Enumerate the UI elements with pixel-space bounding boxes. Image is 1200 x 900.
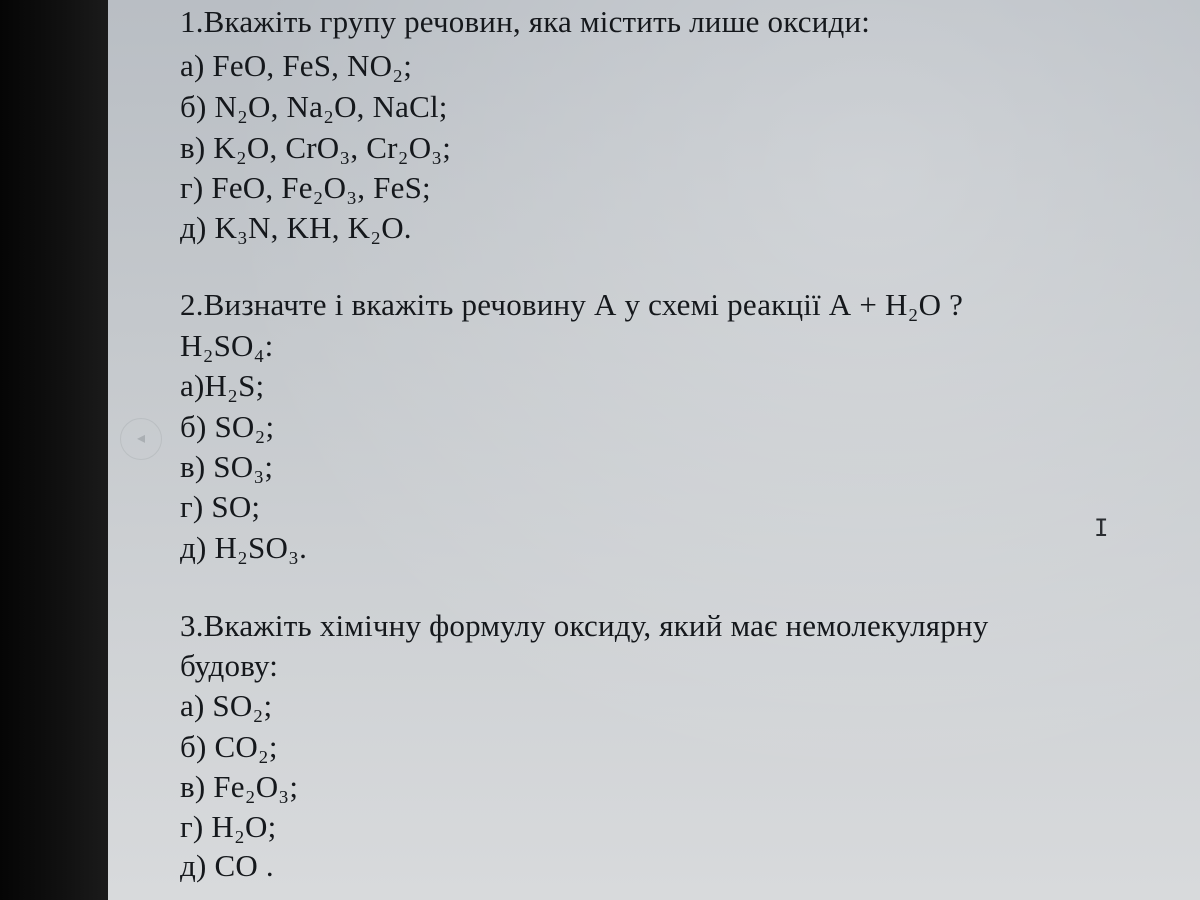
question-2-title: 2.Визначте і вкажіть речовину А у схемі реакції А + H₂O ?: [180, 287, 964, 322]
question-1-option-g: г) FeO, Fe₂O₃, FeS;: [180, 170, 431, 205]
question-1-option-d: д) K₃N, KH, K₂O.: [180, 210, 412, 245]
question-2-option-a: а)H₂S;: [180, 368, 265, 403]
question-2-option-v: в) SO₃;: [180, 449, 274, 484]
question-3-option-d: д) CO .: [180, 848, 274, 883]
left-arrow-icon[interactable]: ◂: [120, 418, 162, 460]
question-1-option-a: а) FeO, FeS, NO₂;: [180, 48, 413, 83]
question-1-option-v: в) K₂O, CrO₃, Cr₂O₃;: [180, 130, 452, 165]
monitor-bezel: [0, 0, 108, 900]
question-3-option-b: б) CO₂;: [180, 729, 278, 764]
question-2-option-b: б) SO₂;: [180, 409, 275, 444]
question-3-option-g: г) H₂O;: [180, 809, 277, 844]
question-3-title: 3.Вкажіть хімічну формулу оксиду, який має немолекулярну: [180, 608, 989, 643]
question-3-option-a: а) SO₂;: [180, 688, 273, 723]
question-3-option-v: в) Fe₂O₃;: [180, 769, 299, 804]
question-2-option-g: г) SO;: [180, 489, 261, 524]
question-1-option-b: б) N₂O, Na₂O, NaCl;: [180, 89, 448, 124]
question-3-title-cont: будову:: [180, 648, 279, 683]
question-2-title-cont: H₂SO₄:: [180, 328, 274, 363]
document-page: [108, 0, 1200, 900]
text-cursor-icon: I: [1094, 514, 1109, 542]
question-1-title: 1.Вкажіть групу речовин, яка містить лише оксиди:: [180, 4, 871, 39]
question-2-option-d: д) H₂SO₃.: [180, 530, 308, 565]
